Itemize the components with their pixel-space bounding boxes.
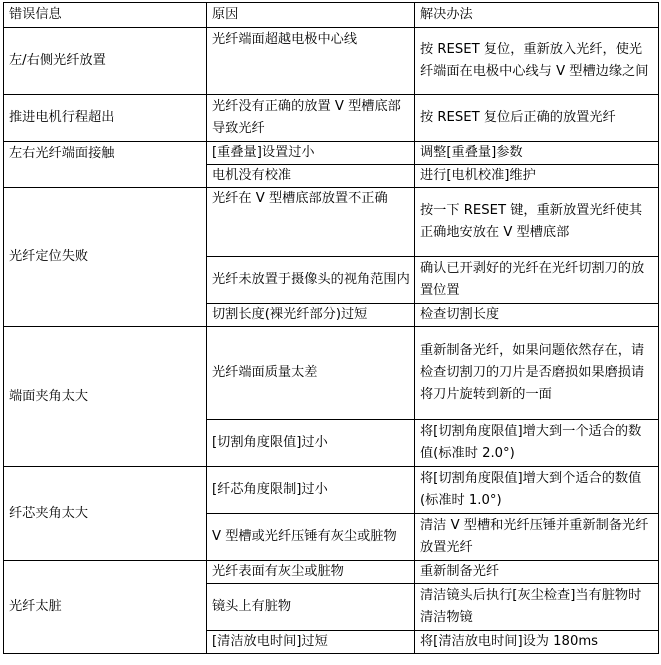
solution-cell: 确认已开剥好的光纤在光纤切割刀的放置位置 (415, 257, 659, 304)
table-row (4, 467, 659, 514)
cause-cell: 光纤表面有灰尘或脏物 (207, 561, 415, 584)
cause-cell: 光纤在 V 型槽底部放置不正确 (207, 188, 415, 257)
solution-cell: 按一下 RESET 键，重新放置光纤使其正确地安放在 V 型槽底部 (415, 188, 659, 257)
solution-cell: 将[切割角度限值]增大到个适合的数值(标准时 1.0°) (415, 467, 659, 514)
error-cell: 端面夹角太大 (4, 327, 207, 467)
cause-cell: 电机没有校准 (207, 165, 415, 188)
solution-cell: 按 RESET 复位后正确的放置光纤 (415, 95, 659, 142)
cause-cell: 光纤没有正确的放置 V 型槽底部导致光纤 (207, 95, 415, 142)
cause-cell: [纤芯角度限制]过小 (207, 467, 415, 514)
header-error: 错误信息 (4, 3, 207, 28)
cause-cell: [切割角度限值]过小 (207, 420, 415, 467)
header-cause: 原因 (207, 3, 415, 28)
table-row (4, 28, 659, 95)
table-row (4, 561, 659, 584)
error-cell: 推进电机行程超出 (4, 95, 207, 142)
cause-cell: 光纤未放置于摄像头的视角范围内 (207, 257, 415, 304)
solution-cell: 进行[电机校准]维护 (415, 165, 659, 188)
cause-cell: 切割长度(裸光纤部分)过短 (207, 304, 415, 327)
solution-cell: 将[清洁放电时间]设为 180ms (415, 631, 659, 654)
header-row (4, 3, 659, 28)
table-row (4, 142, 659, 165)
error-table (3, 2, 659, 654)
solution-cell: 清洁 V 型槽和光纤压锤并重新制备光纤放置光纤 (415, 514, 659, 561)
cause-cell: V 型槽或光纤压锤有灰尘或脏物 (207, 514, 415, 561)
error-cell: 左右光纤端面接触 (4, 142, 207, 188)
error-cell: 纤芯夹角太大 (4, 467, 207, 561)
cause-cell: 镜头上有脏物 (207, 584, 415, 631)
solution-cell: 清洁镜头后执行[灰尘检查]当有脏物时清洁物镜 (415, 584, 659, 631)
cause-cell: [重叠量]设置过小 (207, 142, 415, 165)
cause-cell: 光纤端面超越电极中心线 (207, 28, 415, 95)
cause-cell: [清洁放电时间]过短 (207, 631, 415, 654)
error-cell: 左/右侧光纤放置 (4, 28, 207, 95)
header-solution: 解决办法 (415, 3, 659, 28)
solution-cell: 重新制备光纤 (415, 561, 659, 584)
table-row (4, 188, 659, 257)
table-row (4, 327, 659, 420)
solution-cell: 检查切割长度 (415, 304, 659, 327)
solution-cell: 按 RESET 复位，重新放入光纤，使光纤端面在电极中心线与 V 型槽边缘之间 (415, 28, 659, 95)
table-row (4, 95, 659, 142)
solution-cell: 将[切割角度限值]增大到一个适合的数值(标准时 2.0°) (415, 420, 659, 467)
solution-cell: 调整[重叠量]参数 (415, 142, 659, 165)
error-cell: 光纤太脏 (4, 561, 207, 654)
error-cell: 光纤定位失败 (4, 188, 207, 327)
solution-cell: 重新制备光纤，如果问题依然存在，请检查切割刀的刀片是否磨损如果磨损请将刀片旋转到新的一面 (415, 327, 659, 420)
cause-cell: 光纤端面质量太差 (207, 327, 415, 420)
